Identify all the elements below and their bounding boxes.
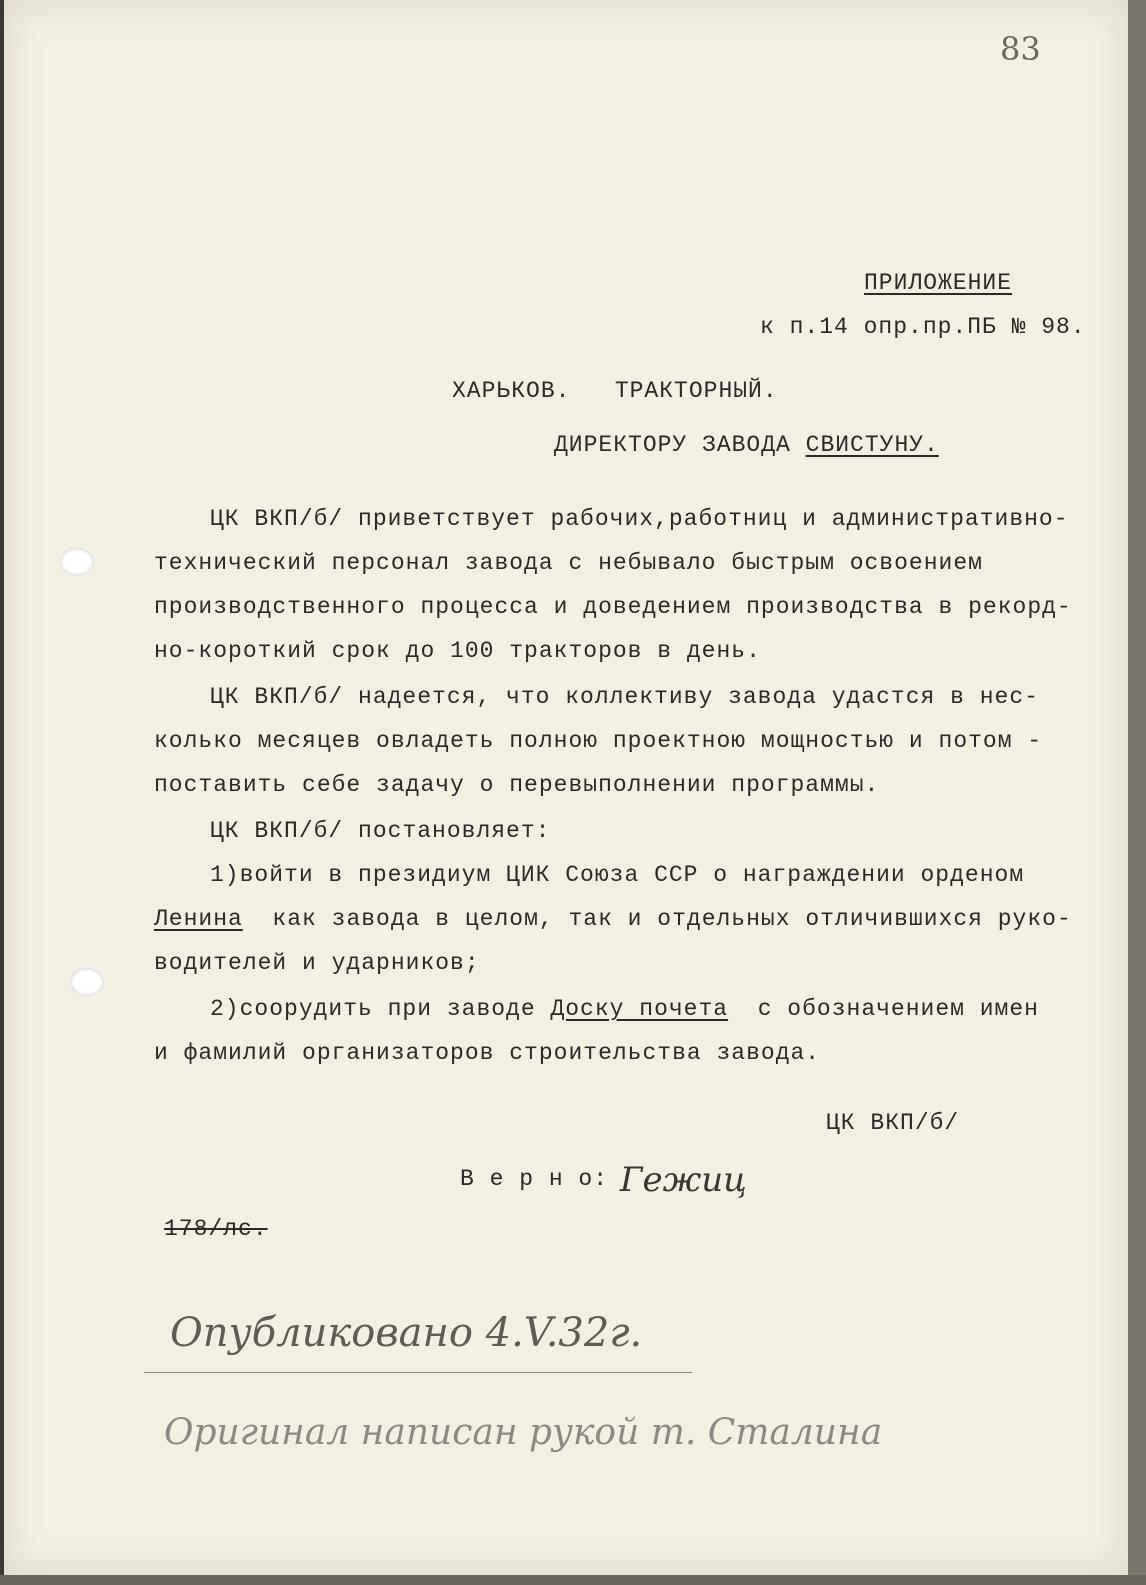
paragraph-1-line-3: производственного процесса и доведением производства в рекорд- <box>154 594 1072 620</box>
order-of-lenin: Ленина <box>154 906 243 932</box>
published-underline <box>144 1372 692 1373</box>
appendix-reference: к п.14 опр.пр.ПБ № 98. <box>760 314 1086 340</box>
punch-hole-bottom <box>70 968 104 996</box>
original-note: Оригинал написан рукой т. Сталина <box>164 1412 883 1453</box>
paragraph-1-line-2: технический персонал завода с небывало быстрым освоением <box>154 550 983 576</box>
published-note: Опубликовано 4.V.32г. <box>170 1310 643 1356</box>
scan-bottom-edge <box>0 1575 1146 1585</box>
signature-org: ЦК ВКП/б/ <box>826 1110 960 1136</box>
item-2-line-1 <box>210 996 1039 1022</box>
address-recipient <box>554 432 939 458</box>
scan-right-edge <box>1128 0 1146 1585</box>
item-2-prefix: 2)соорудить при заводе <box>210 996 551 1022</box>
item-1-line-3: водителей и ударников; <box>154 950 480 976</box>
address-city: ХАРЬКОВ. ТРАКТОРНЫЙ. <box>452 378 778 404</box>
page-number: 83 <box>1000 30 1041 68</box>
item-1-line-1: 1)войти в президиум ЦИК Союза ССР о награждении орденом <box>210 862 1025 888</box>
file-reference: 178/лс. <box>164 1216 268 1242</box>
paragraph-1-line-1: ЦК ВКП/б/ приветствует рабочих,работниц и административно- <box>210 506 1069 532</box>
item-1-line-2-rest: как завода в целом, так и отдельных отличившихся руко- <box>242 906 1072 932</box>
honor-board: Доску почета <box>550 996 729 1022</box>
item-1-line-2 <box>154 906 1072 932</box>
appendix-title: ПРИЛОЖЕНИЕ <box>864 270 1013 296</box>
paragraph-2-line-3: поставить себе задачу о перевыполнении программы. <box>154 772 880 798</box>
paragraph-2-line-1: ЦК ВКП/б/ надеется, что коллективу завода удастся в нес- <box>210 684 1039 710</box>
paragraph-3: ЦК ВКП/б/ постановляет: <box>210 818 551 844</box>
recipient-name: СВИСТУНУ. <box>805 432 939 458</box>
document-sheet <box>4 0 1128 1575</box>
item-2-line-2: и фамилий организаторов строительства завода. <box>154 1040 821 1066</box>
verno-label: В е р н о: <box>460 1166 609 1192</box>
item-2-suffix: с обозначением имен <box>728 996 1039 1022</box>
paragraph-1-line-4: но-короткий срок до 100 тракторов в день. <box>154 638 761 664</box>
recipient-title: ДИРЕКТОРУ ЗАВОДА <box>554 432 806 458</box>
punch-hole-top <box>60 548 94 576</box>
paragraph-2-line-2: колько месяцев овладеть полною проектною мощностью и потом - <box>154 728 1043 754</box>
handwritten-signature: Гежиц <box>620 1160 747 1200</box>
